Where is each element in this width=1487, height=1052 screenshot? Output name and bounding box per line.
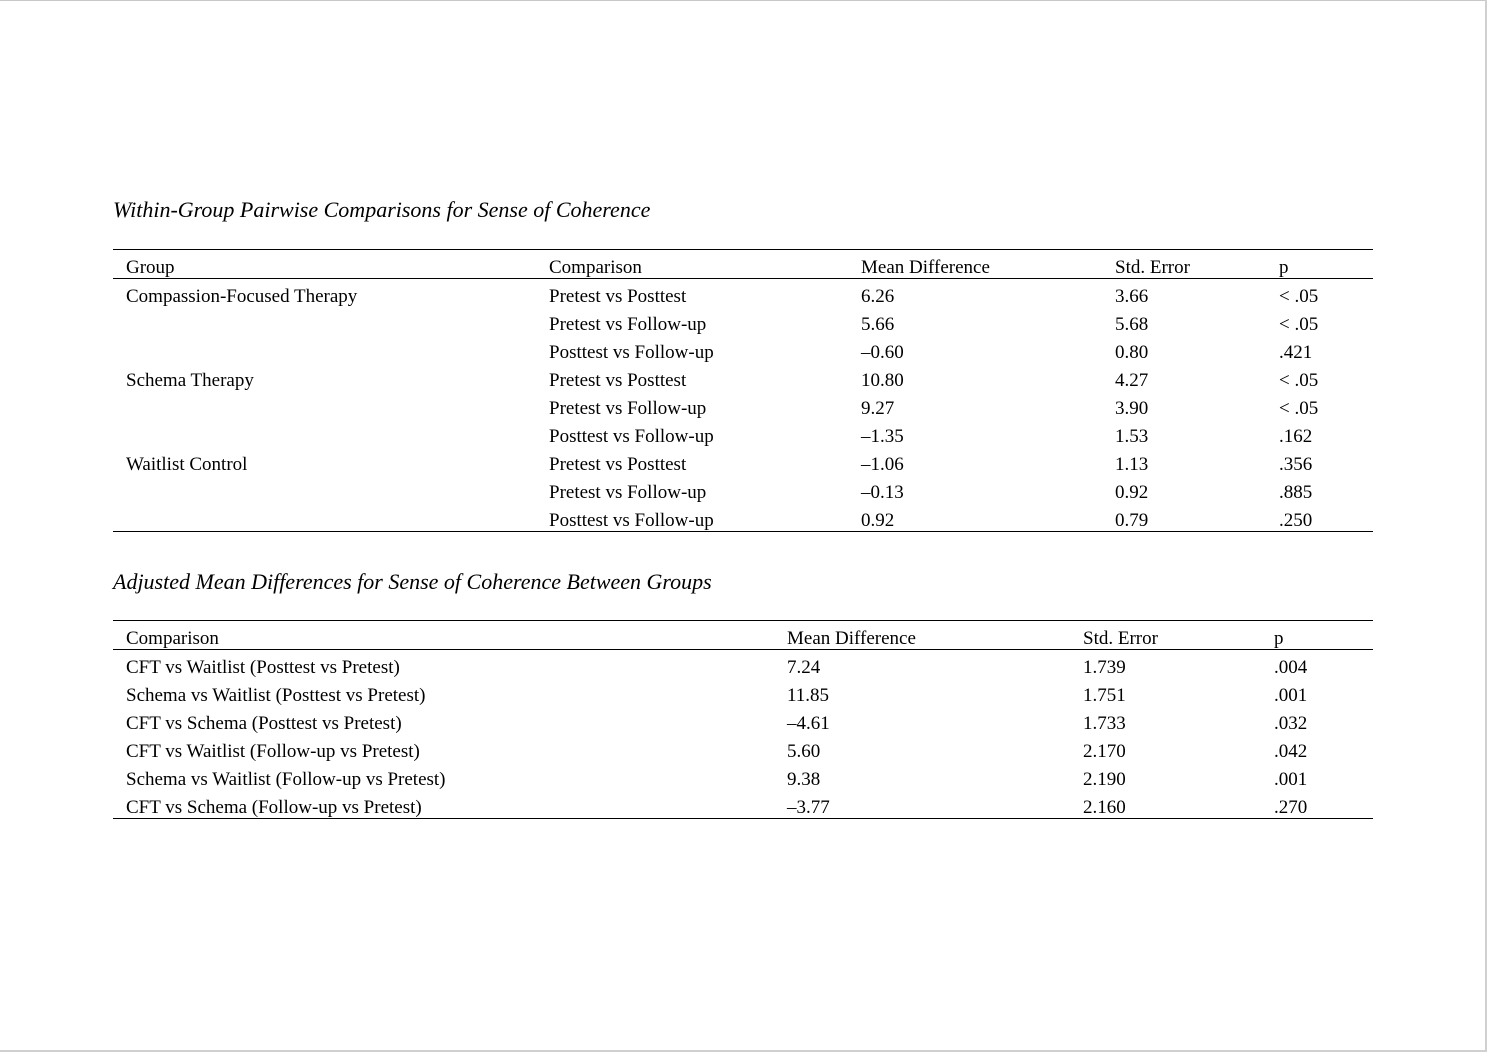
cell-std-error: 2.170 [1083, 741, 1126, 762]
cell-p: < .05 [1279, 370, 1319, 391]
cell-comparison: Posttest vs Follow-up [549, 342, 714, 363]
cell-p: < .05 [1279, 314, 1319, 335]
cell-p: .162 [1279, 426, 1313, 447]
cell-comparison: CFT vs Waitlist (Posttest vs Pretest) [126, 657, 400, 678]
cell-std-error: 2.190 [1083, 769, 1126, 790]
header-p: p [1274, 628, 1284, 649]
table-row [113, 678, 1373, 706]
cell-mean-difference: –1.06 [861, 454, 904, 475]
table-body [113, 650, 1373, 818]
cell-mean-difference: –3.77 [787, 797, 830, 818]
table-row [113, 503, 1373, 531]
cell-p: .421 [1279, 342, 1313, 363]
cell-comparison: Schema vs Waitlist (Posttest vs Pretest) [126, 685, 426, 706]
cell-p: .885 [1279, 482, 1313, 503]
header-comparison: Comparison [126, 628, 219, 649]
cell-mean-difference: 5.60 [787, 741, 821, 762]
cell-mean-difference: 6.26 [861, 286, 895, 307]
table-row [113, 363, 1373, 391]
between-group-table [113, 620, 1373, 819]
table-row [113, 279, 1373, 307]
table-row [113, 391, 1373, 419]
cell-comparison: Schema vs Waitlist (Follow-up vs Pretest) [126, 769, 446, 790]
header-p: p [1279, 257, 1289, 278]
cell-p: .356 [1279, 454, 1313, 475]
header-group: Group [126, 257, 175, 278]
cell-comparison: Posttest vs Follow-up [549, 510, 714, 531]
within-group-table [113, 249, 1373, 532]
cell-mean-difference: –1.35 [861, 426, 904, 447]
cell-p: < .05 [1279, 286, 1319, 307]
cell-p: .001 [1274, 685, 1308, 706]
cell-std-error: 0.79 [1115, 510, 1149, 531]
cell-p: .004 [1274, 657, 1308, 678]
cell-p: .001 [1274, 769, 1308, 790]
cell-p: .250 [1279, 510, 1313, 531]
cell-p: < .05 [1279, 398, 1319, 419]
cell-group: Schema Therapy [126, 370, 254, 391]
cell-p: .042 [1274, 741, 1308, 762]
cell-mean-difference: 5.66 [861, 314, 895, 335]
cell-comparison: Pretest vs Posttest [549, 286, 687, 307]
cell-mean-difference: 0.92 [861, 510, 895, 531]
cell-mean-difference: 11.85 [787, 685, 830, 706]
cell-std-error: 2.160 [1083, 797, 1126, 818]
cell-std-error: 5.68 [1115, 314, 1149, 335]
cell-std-error: 1.13 [1115, 454, 1149, 475]
table-row [113, 447, 1373, 475]
cell-comparison: Pretest vs Follow-up [549, 398, 707, 419]
table-header-row [113, 250, 1373, 279]
cell-std-error: 1.733 [1083, 713, 1126, 734]
cell-std-error: 3.90 [1115, 398, 1149, 419]
cell-mean-difference: –0.13 [861, 482, 904, 503]
cell-group: Compassion-Focused Therapy [126, 286, 358, 307]
header-std-error: Std. Error [1115, 257, 1190, 278]
table-title: Within-Group Pairwise Comparisons for Sense of Coherence [113, 197, 651, 222]
table-row [113, 335, 1373, 363]
cell-comparison: CFT vs Waitlist (Follow-up vs Pretest) [126, 741, 420, 762]
header-mean-difference: Mean Difference [861, 257, 990, 278]
table-header-row [113, 621, 1373, 650]
cell-comparison: Pretest vs Follow-up [549, 314, 707, 335]
cell-group: Waitlist Control [126, 454, 248, 475]
cell-std-error: 0.92 [1115, 482, 1149, 503]
cell-mean-difference: –0.60 [861, 342, 904, 363]
table-row [113, 419, 1373, 447]
cell-comparison: CFT vs Schema (Follow-up vs Pretest) [126, 797, 422, 818]
cell-mean-difference: 9.38 [787, 769, 821, 790]
header-mean-difference: Mean Difference [787, 628, 916, 649]
table-row [113, 762, 1373, 790]
cell-mean-difference: –4.61 [787, 713, 830, 734]
cell-std-error: 0.80 [1115, 342, 1149, 363]
header-std-error: Std. Error [1083, 628, 1158, 649]
table-row [113, 475, 1373, 503]
cell-std-error: 1.739 [1083, 657, 1126, 678]
cell-std-error: 1.751 [1083, 685, 1126, 706]
page-edge [0, 0, 1487, 1]
cell-mean-difference: 9.27 [861, 398, 895, 419]
cell-std-error: 3.66 [1115, 286, 1149, 307]
table-row [113, 790, 1373, 818]
table-body [113, 279, 1373, 531]
table-row [113, 734, 1373, 762]
cell-comparison: Posttest vs Follow-up [549, 426, 714, 447]
cell-p: .270 [1274, 797, 1308, 818]
cell-p: .032 [1274, 713, 1308, 734]
cell-comparison: Pretest vs Follow-up [549, 482, 707, 503]
cell-mean-difference: 10.80 [861, 370, 904, 391]
table-row [113, 706, 1373, 734]
table-row [113, 307, 1373, 335]
cell-std-error: 4.27 [1115, 370, 1149, 391]
cell-comparison: Pretest vs Posttest [549, 454, 687, 475]
cell-comparison: Pretest vs Posttest [549, 370, 687, 391]
cell-comparison: CFT vs Schema (Posttest vs Pretest) [126, 713, 402, 734]
header-comparison: Comparison [549, 257, 642, 278]
table-row [113, 650, 1373, 678]
cell-std-error: 1.53 [1115, 426, 1149, 447]
cell-mean-difference: 7.24 [787, 657, 821, 678]
table-title: Adjusted Mean Differences for Sense of Coherence Between Groups [113, 569, 712, 594]
